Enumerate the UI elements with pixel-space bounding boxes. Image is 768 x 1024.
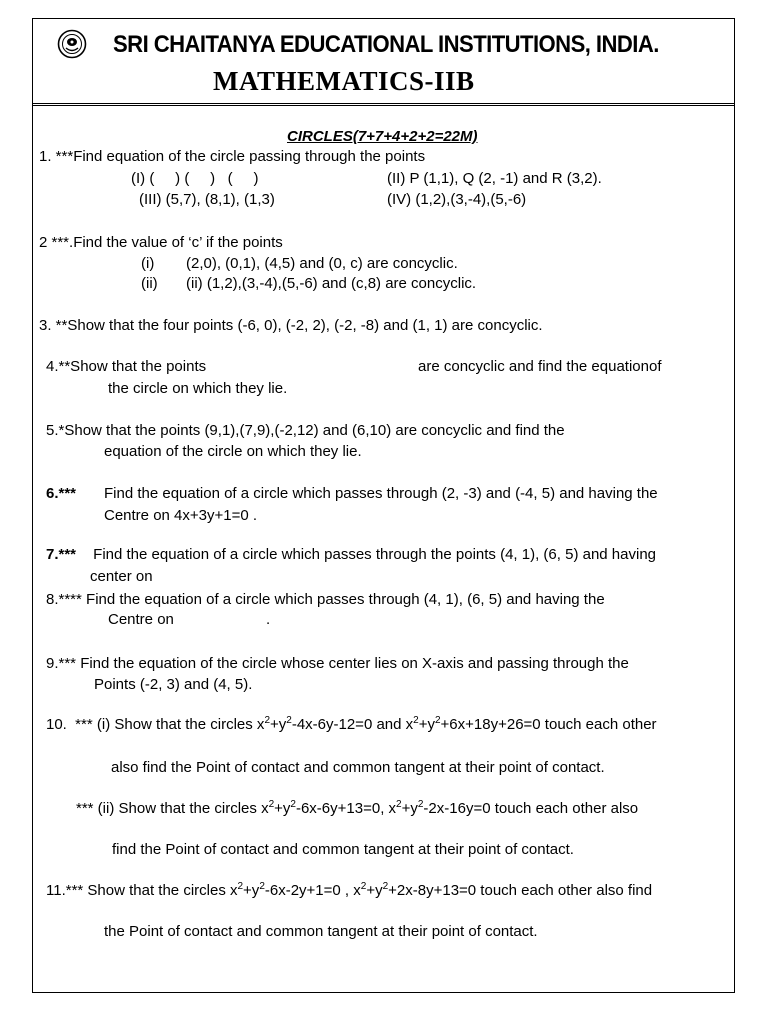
q10-part-i-continuation: also find the Point of contact and common tangent at their point of contact. bbox=[111, 759, 605, 776]
q2-i-label: (i) bbox=[141, 255, 155, 272]
q10-a-post: +6x+18y+26=0 touch each other bbox=[440, 716, 657, 733]
q10-c-mid: +y bbox=[274, 800, 291, 817]
q5-text-b: equation of the circle on which they lie. bbox=[104, 443, 362, 460]
q6-number: 6.*** bbox=[46, 485, 77, 502]
institution-name: SRI CHAITANYA EDUCATIONAL INSTITUTIONS, INDIA. bbox=[113, 31, 659, 58]
q10-c-mid: -6x-6y+13=0, x bbox=[295, 800, 397, 817]
q4-text-c: the circle on which they lie. bbox=[108, 380, 288, 397]
worksheet-page bbox=[32, 18, 735, 993]
q11-a-pre: 11.*** Show that the circles x bbox=[46, 882, 238, 899]
q6-text-b: Centre on 4x+3y+1=0 . bbox=[104, 507, 258, 524]
section-title: CIRCLES(7+7+4+2+2=22M) bbox=[287, 128, 478, 145]
q11-a-mid: +y bbox=[243, 882, 260, 899]
q5-text-a: 5.*Show that the points (9,1),(7,9),(-2,12) and (6,10) are concyclic and find the bbox=[46, 422, 565, 439]
q1-part-iv: (IV) (1,2),(3,-4),(5,-6) bbox=[387, 191, 527, 208]
q10-a-mid: -4x-6y-12=0 and x bbox=[291, 716, 414, 733]
q1-part-i: (I) ( ) ( ) ( ) bbox=[131, 170, 259, 187]
q8-text-b: Centre on bbox=[108, 611, 174, 628]
q4-text-b: are concyclic and find the equationof bbox=[418, 358, 662, 375]
q4-text-a: 4.**Show that the points bbox=[46, 358, 207, 375]
q8-text-c: . bbox=[266, 611, 271, 628]
q10-a-mid: +y bbox=[270, 716, 287, 733]
q3-text: 3. **Show that the four points (-6, 0), (-2, 2), (-2, -8) and (1, 1) are concyclic. bbox=[39, 317, 543, 334]
q11-continuation: the Point of contact and common tangent at their point of contact. bbox=[104, 923, 538, 940]
q10-c-exp: 2 bbox=[290, 799, 296, 810]
q10-c-exp: 2 bbox=[396, 799, 402, 810]
q10-c-exp: 2 bbox=[268, 799, 275, 810]
q8-text-a: 8.**** Find the equation of a circle which passes through (4, 1), (6, 5) and having the bbox=[46, 591, 605, 608]
q10-c-mid: +y bbox=[401, 800, 418, 817]
q10-c-exp: 2 bbox=[417, 799, 424, 810]
q2-text: 2 ***.Find the value of ‘c’ if the points bbox=[39, 234, 283, 251]
institution-logo bbox=[57, 29, 87, 59]
header-divider bbox=[33, 103, 734, 106]
q11-a-mid: -6x-2y+1=0 , x bbox=[264, 882, 361, 899]
q10-c-post: -2x-16y=0 touch each other also bbox=[423, 800, 639, 817]
q11-a-post: +2x-8y+13=0 touch each other also find bbox=[388, 882, 653, 899]
q2-i-text: (2,0), (0,1), (4,5) and (0, c) are concyclic. bbox=[186, 255, 458, 272]
q1-part-ii: (II) P (1,1), Q (2, -1) and R (3,2). bbox=[387, 170, 602, 187]
q1-part-iii: (III) (5,7), (8,1), (1,3) bbox=[139, 191, 275, 208]
q10-a-mid: +y bbox=[418, 716, 435, 733]
q11-a-exp: 2 bbox=[237, 881, 244, 892]
q9-text-a: 9.*** Find the equation of the circle whose center lies on X-axis and passing through the bbox=[46, 655, 629, 672]
q10-a-pre: 10. *** (i) Show that the circles x bbox=[46, 716, 265, 733]
q7-number: 7.*** bbox=[46, 546, 77, 563]
q6-text-a: Find the equation of a circle which passes through (2, -3) and (-4, 5) and having the bbox=[104, 485, 658, 502]
q7-text-b: center on bbox=[90, 568, 153, 585]
q7-text-a: Find the equation of a circle which passes through the points (4, 1), (6, 5) and having bbox=[89, 546, 656, 563]
q2-ii-label: (ii) bbox=[141, 275, 158, 292]
q11-a-exp: 2 bbox=[259, 881, 265, 892]
q10-a-exp: 2 bbox=[264, 715, 270, 726]
q11-a-exp: 2 bbox=[382, 881, 389, 892]
q10-part-i-text bbox=[46, 716, 657, 734]
q11-text bbox=[46, 882, 652, 900]
q2-ii-text: (ii) (1,2),(3,-4),(5,-6) and (c,8) are concyclic. bbox=[186, 275, 477, 292]
q1-text: 1. ***Find equation of the circle passing through the points bbox=[39, 148, 426, 165]
subject-title: MATHEMATICS-IIB bbox=[213, 66, 475, 96]
q10-part-ii-text bbox=[76, 800, 638, 818]
q10-a-exp: 2 bbox=[286, 715, 292, 726]
q11-a-mid: +y bbox=[366, 882, 383, 899]
q10-a-exp: 2 bbox=[434, 715, 441, 726]
q11-a-exp: 2 bbox=[360, 881, 367, 892]
q10-c-pre: *** (ii) Show that the circles x bbox=[76, 800, 269, 817]
q10-a-exp: 2 bbox=[413, 715, 419, 726]
q10-part-ii-continuation: find the Point of contact and common tangent at their point of contact. bbox=[112, 841, 574, 858]
q9-text-b: Points (-2, 3) and (4, 5). bbox=[94, 676, 253, 693]
